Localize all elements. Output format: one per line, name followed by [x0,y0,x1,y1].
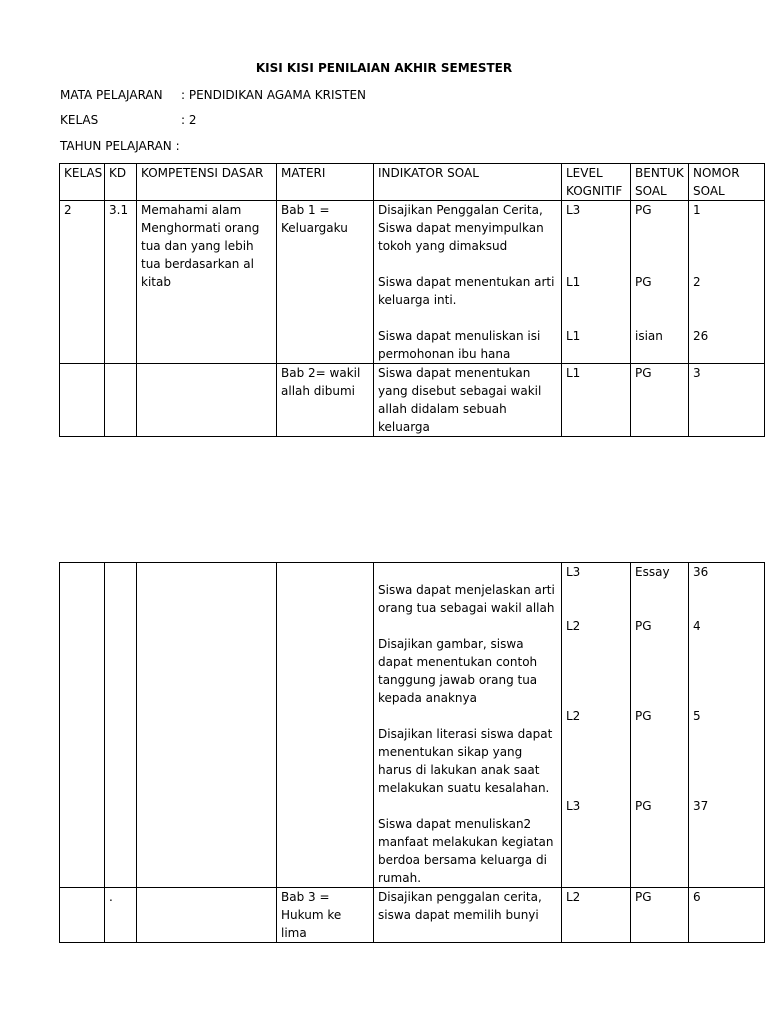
cell-bentuk: PG [631,888,689,943]
mata-pelajaran-label: MATA PELAJARAN [60,88,163,102]
header-level-line1: LEVEL [566,166,603,180]
cell-indikator [374,201,562,364]
tahun-pelajaran-line [60,137,180,155]
spacer [378,617,557,635]
cell-materi: Bab 1 = Keluargaku [277,201,374,364]
cell-level [562,563,631,888]
nomor-item: 5 [693,709,701,723]
indikator-item: Disajikan literasi siswa dapat menentukan sikap yang harus di lakukan anak saat melakukan suatu kesalahan. [378,727,553,795]
cell-kd [105,364,137,437]
spacer [378,255,557,273]
table-header-row [60,164,765,201]
indikator-item: Disajikan Penggalan Cerita, Siswa dapat menyimpulkan tokoh yang dimaksud [378,203,544,253]
header-kompetensi: KOMPETENSI DASAR [137,164,277,201]
bentuk-item: PG [635,275,652,289]
cell-kelas [60,888,105,943]
cell-level: L1 [562,364,631,437]
nomor-item: 2 [693,275,701,289]
tahun-pelajaran-label: TAHUN PELAJARAN : [60,139,180,153]
spacer [378,309,557,327]
cell-indikator: Disajikan penggalan cerita, siswa dapat memilih bunyi [374,888,562,943]
header-materi: MATERI [277,164,374,201]
cell-level [562,201,631,364]
cell-kelas: 2 [60,201,105,364]
header-bentuk [631,164,689,201]
cell-bentuk: PG [631,364,689,437]
spacer [378,707,557,725]
mata-pelajaran-line [60,86,367,104]
mata-pelajaran-value: : PENDIDIKAN AGAMA KRISTEN [181,88,367,102]
cell-materi: Bab 3 = Hukum ke lima [277,888,374,943]
nomor-item: 26 [693,329,709,343]
cell-bentuk [631,563,689,888]
level-item: L3 [566,565,581,579]
header-kd: KD [105,164,137,201]
nomor-item: 4 [693,619,701,633]
indikator-item: Disajikan gambar, siswa dapat menentukan contoh tanggung jawab orang tua kepada anaknya [378,637,538,705]
cell-kd: . [105,888,137,943]
kelas-value: : 2 [181,113,197,127]
kelas-line [60,111,197,129]
spacer [378,563,557,581]
cell-indikator [374,563,562,888]
bentuk-item: PG [635,799,652,813]
header-nomor [689,164,765,201]
table-row [60,364,765,437]
indikator-item: Siswa dapat menjelaskan arti orang tua sebagai wakil allah [378,583,555,615]
level-item: L2 [566,619,581,633]
bentuk-item: PG [635,619,652,633]
header-level [562,164,631,201]
kisi-kisi-table-continued [59,562,765,943]
indikator-item: Siswa dapat menentukan arti keluarga inti. [378,275,555,307]
header-indikator: INDIKATOR SOAL [374,164,562,201]
level-item: L1 [566,275,581,289]
level-item: L3 [566,203,581,217]
spacer [378,797,557,815]
kisi-kisi-table [59,163,765,437]
nomor-item: 36 [693,565,709,579]
cell-kompetensi [137,364,277,437]
level-item: L1 [566,329,581,343]
indikator-item: Siswa dapat menuliskan isi permohonan ibu hana [378,329,541,361]
header-level-line2: KOGNITIF [566,184,623,198]
cell-bentuk [631,201,689,364]
bentuk-item: Essay [635,565,670,579]
level-item: L3 [566,799,581,813]
cell-kelas [60,563,105,888]
table-row [60,563,765,888]
header-bentuk-line1: BENTUK [635,166,684,180]
cell-nomor: 3 [689,364,765,437]
cell-kompetensi [137,888,277,943]
cell-materi [277,563,374,888]
table-row [60,201,765,364]
cell-nomor [689,563,765,888]
cell-materi: Bab 2= wakil allah dibumi [277,364,374,437]
bentuk-item: isian [635,329,663,343]
cell-kelas [60,364,105,437]
nomor-item: 37 [693,799,709,813]
bentuk-item: PG [635,709,652,723]
header-nomor-line1: NOMOR [693,166,740,180]
cell-indikator: Siswa dapat menentukan yang disebut sebagai wakil allah didalam sebuah keluarga [374,364,562,437]
document-title: KISI KISI PENILAIAN AKHIR SEMESTER [255,61,513,75]
bentuk-item: PG [635,203,652,217]
nomor-item: 1 [693,203,701,217]
cell-kompetensi: Memahami alam Menghormati orang tua dan yang lebih tua berdasarkan al kitab [137,201,277,364]
level-item: L2 [566,709,581,723]
cell-level: L2 [562,888,631,943]
cell-kd: 3.1 [105,201,137,364]
table-row [60,888,765,943]
header-bentuk-line2: SOAL [635,184,667,198]
indikator-item: Siswa dapat menuliskan2 manfaat melakukan kegiatan berdoa bersama keluarga di rumah. [378,817,554,885]
cell-nomor [689,201,765,364]
header-nomor-line2: SOAL [693,184,725,198]
cell-nomor: 6 [689,888,765,943]
cell-kompetensi [137,563,277,888]
header-kelas: KELAS [60,164,105,201]
cell-kd [105,563,137,888]
kelas-label: KELAS [60,113,99,127]
